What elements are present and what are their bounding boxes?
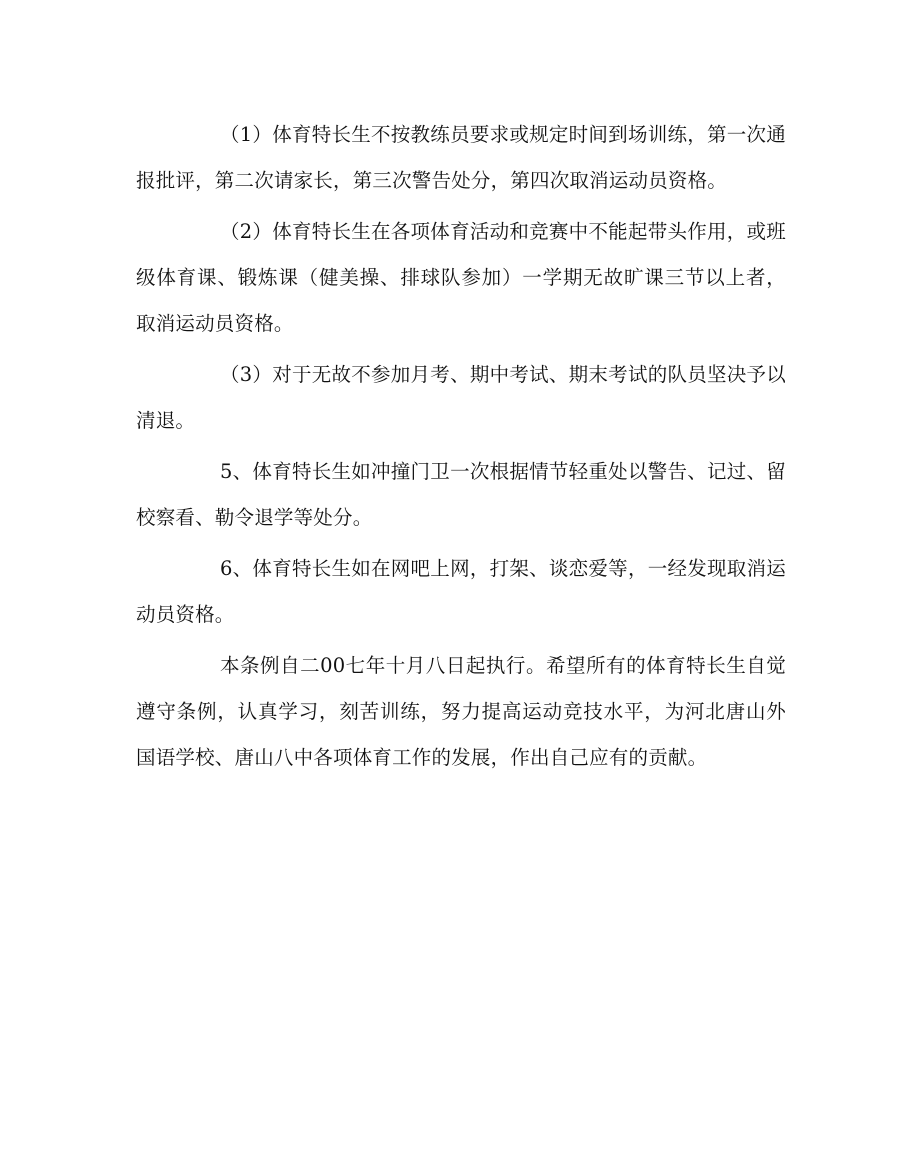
- paragraph-effective-date: 本条例自二00七年十月八日起执行。希望所有的体育特长生自觉遵守条例，认真学习，刻苦训练，努力提高运动竞技水平，为河北唐山外国语学校、唐山八中各项体育工作的发展，作出自己应有的贡献。: [136, 654, 786, 769]
- paragraph-item-5: 5、体育特长生如冲撞门卫一次根据情节轻重处以警告、记过、留校察看、勒令退学等处分。: [136, 460, 786, 529]
- paragraph-item-6: 6、体育特长生如在网吧上网，打架、谈恋爱等，一经发现取消运动员资格。: [136, 557, 786, 626]
- paragraph-rule-2: （2）体育特长生在各项体育活动和竞赛中不能起带头作用，或班级体育课、锻炼课（健美操、排球队参加）一学期无故旷课三节以上者，取消运动员资格。: [136, 220, 786, 335]
- paragraph-rule-1: （1）体育特长生不按教练员要求或规定时间到场训练，第一次通报批评，第二次请家长，第三次警告处分，第四次取消运动员资格。: [136, 123, 786, 192]
- document-body: [136, 112, 786, 786]
- paragraph-rule-3: （3）对于无故不参加月考、期中考试、期末考试的队员坚决予以清退。: [136, 363, 786, 432]
